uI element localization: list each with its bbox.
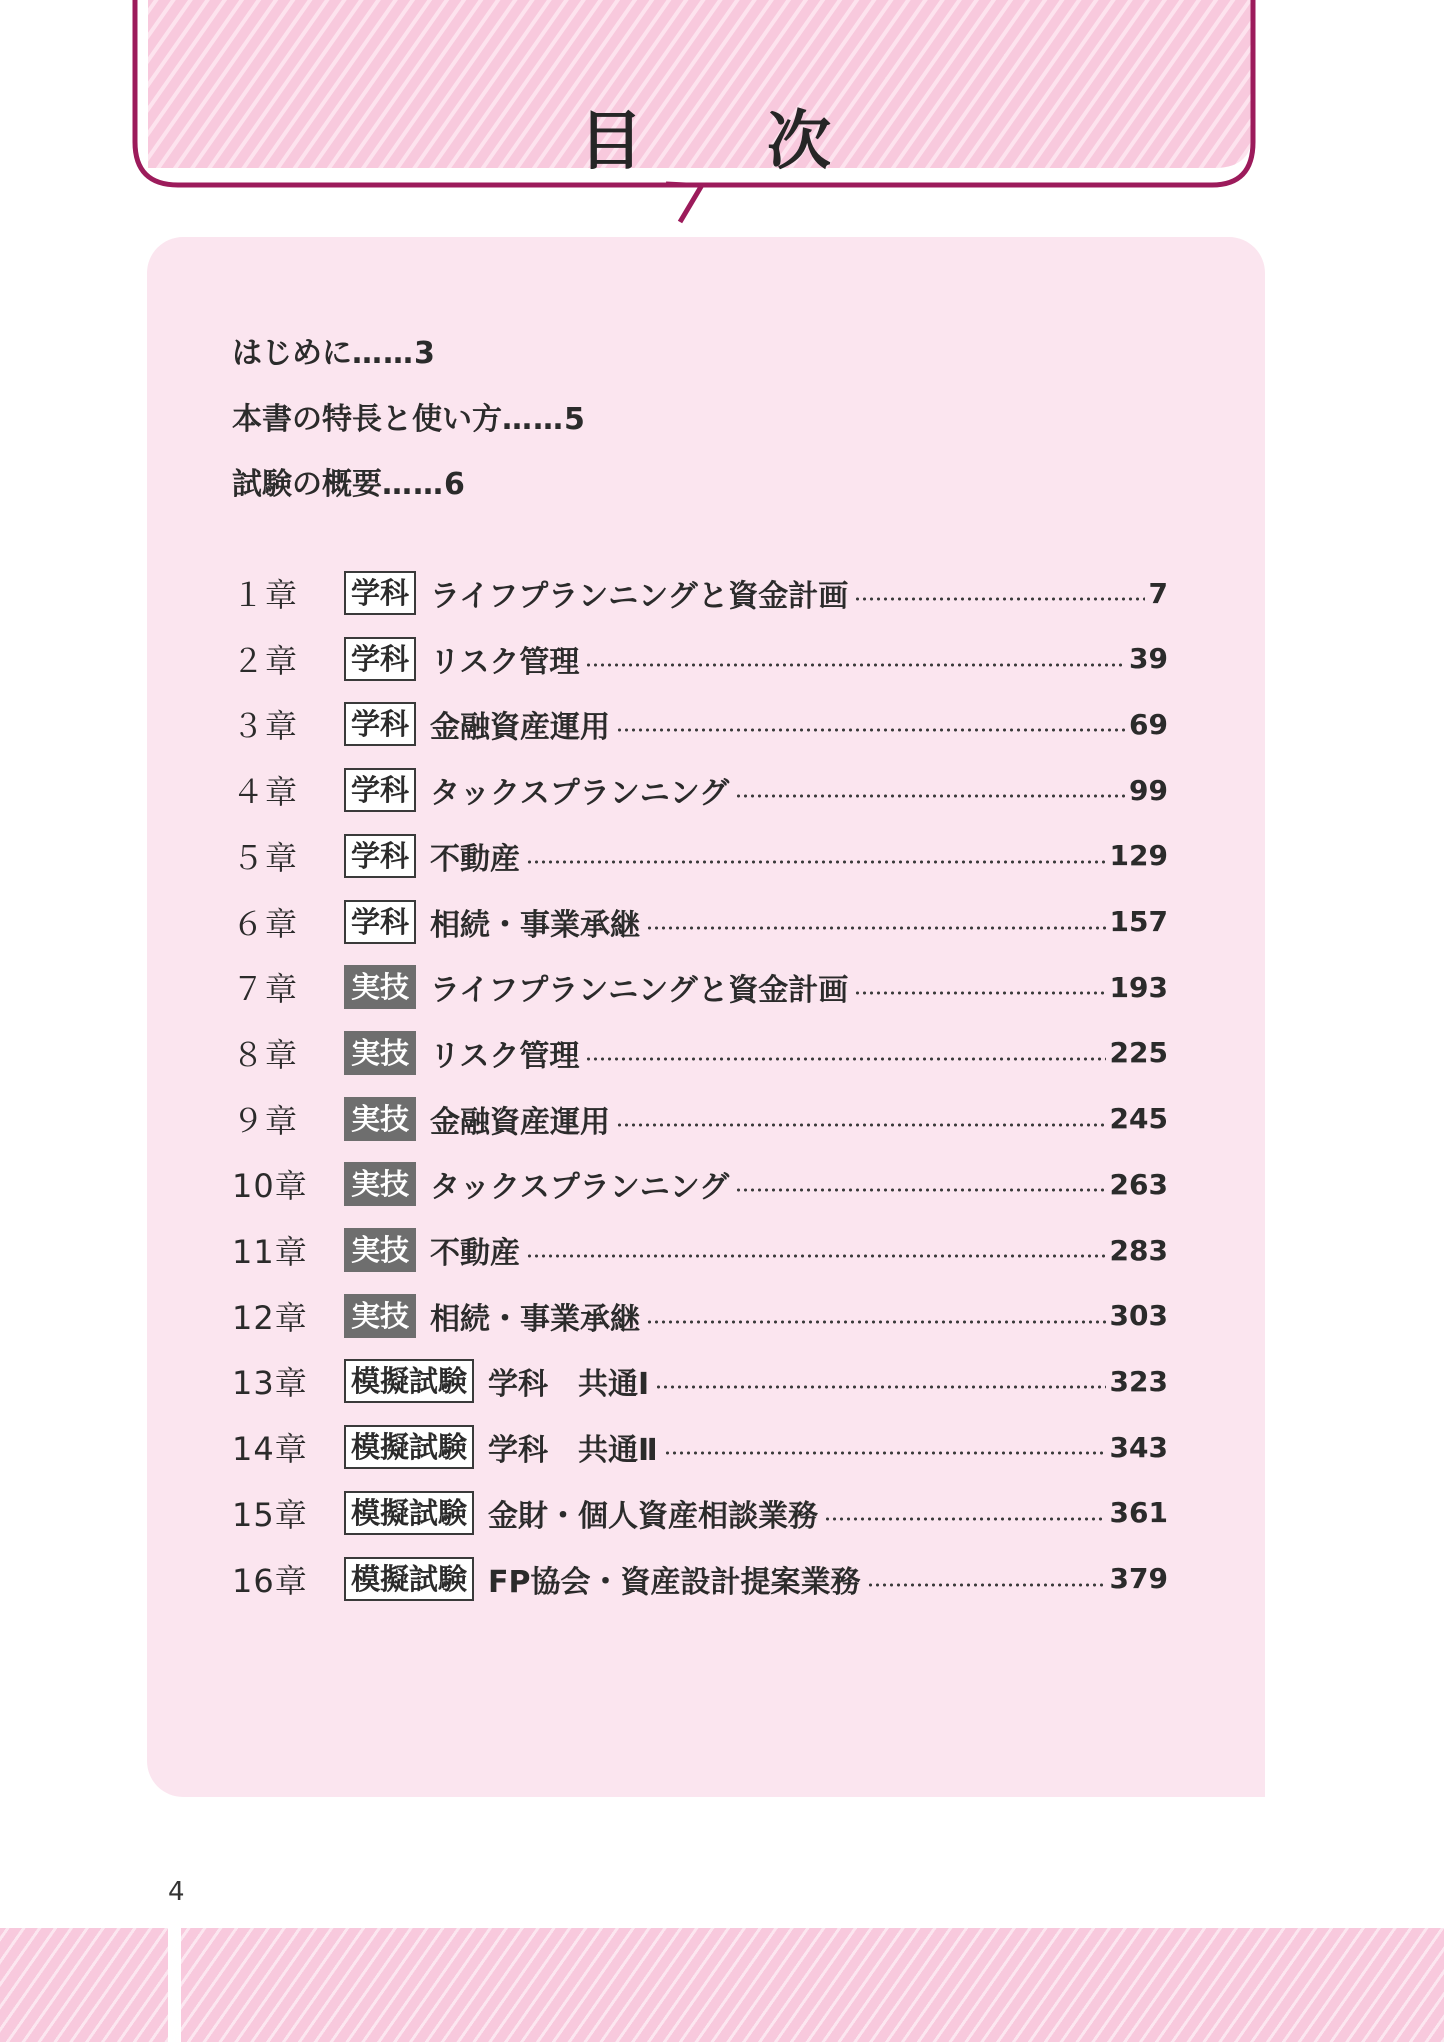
intro-item-label: 試験の概要 <box>232 467 382 502</box>
category-badge: 実技 <box>344 1294 416 1338</box>
chapter-title: FP協会・資産設計提案業務 <box>488 1564 861 1600</box>
category-badge: 実技 <box>344 1228 416 1272</box>
toc-row[interactable] <box>232 634 1168 684</box>
footer-band <box>0 1928 168 2042</box>
chapter-number: ８章 <box>232 1035 299 1074</box>
category-badge: 学科 <box>344 900 416 944</box>
page-ref: 343 <box>1109 1430 1168 1464</box>
dot-leader <box>585 1057 1105 1061</box>
category-badge: 模擬試験 <box>344 1491 474 1535</box>
title-banner <box>0 0 1444 240</box>
page-ref: 245 <box>1109 1102 1168 1136</box>
intro-item-page: 3 <box>414 336 435 371</box>
page-ref: 283 <box>1109 1233 1168 1267</box>
chapter-number: 11章 <box>232 1233 308 1271</box>
intro-item[interactable] <box>232 394 585 438</box>
dot-leader <box>616 728 1125 732</box>
intro-item[interactable] <box>232 459 465 503</box>
dot-leader <box>526 1254 1106 1258</box>
page-ref: 129 <box>1109 839 1168 873</box>
page-ref: 193 <box>1109 970 1168 1004</box>
dot-leader <box>646 926 1106 930</box>
footer-band <box>181 1928 1444 2042</box>
toc-row[interactable] <box>232 1094 1168 1144</box>
chapter-number: ３章 <box>232 707 299 746</box>
chapter-number: １章 <box>232 576 299 614</box>
toc-row[interactable] <box>232 568 1168 618</box>
chapter-title: 相続・事業承継 <box>430 907 641 943</box>
chapter-title: ライフプランニングと資金計画 <box>430 973 849 1009</box>
page-ref: 39 <box>1129 642 1168 676</box>
category-badge: 学科 <box>344 834 416 878</box>
chapter-number: ５章 <box>232 838 299 877</box>
category-badge: 実技 <box>344 965 416 1009</box>
chapter-number: 12章 <box>232 1298 308 1337</box>
chapter-title: 不動産 <box>430 1236 521 1271</box>
toc-row[interactable] <box>232 1422 1168 1472</box>
page-ref: 225 <box>1109 1036 1168 1070</box>
chapter-number: 15章 <box>232 1495 308 1534</box>
toc-row[interactable] <box>232 1225 1168 1275</box>
page-ref: 263 <box>1109 1167 1168 1201</box>
chapter-title: リスク管理 <box>430 644 580 680</box>
category-badge: 模擬試験 <box>344 1425 474 1469</box>
page-title: 目 次 <box>579 105 861 179</box>
toc-row[interactable] <box>232 765 1168 815</box>
intro-item-dots: …… <box>382 467 444 502</box>
chapter-title: 金融資産運用 <box>430 1104 611 1140</box>
page-ref: 379 <box>1109 1562 1168 1595</box>
toc-row[interactable] <box>232 1488 1168 1538</box>
dot-leader <box>655 1385 1105 1389</box>
intro-item-label: 本書の特長と使い方 <box>232 402 502 437</box>
chapter-number: 13章 <box>232 1364 308 1403</box>
page-ref: 7 <box>1148 576 1168 610</box>
toc-row[interactable] <box>232 831 1168 881</box>
toc-row[interactable] <box>232 699 1168 749</box>
page-ref: 361 <box>1109 1496 1168 1530</box>
dot-leader <box>824 1517 1106 1521</box>
toc-row[interactable] <box>232 1356 1168 1406</box>
toc-row[interactable] <box>232 1159 1168 1209</box>
toc-row[interactable] <box>232 1554 1168 1604</box>
dot-leader <box>664 1451 1106 1455</box>
chapter-title: 不動産 <box>430 841 521 877</box>
category-badge: 模擬試験 <box>344 1557 474 1601</box>
category-badge: 学科 <box>344 768 416 812</box>
page-ref: 303 <box>1109 1299 1168 1333</box>
dot-leader <box>867 1583 1106 1587</box>
intro-item-page: 5 <box>564 402 585 437</box>
toc-row[interactable] <box>232 1028 1168 1078</box>
chapter-number: 16章 <box>232 1561 308 1600</box>
intro-item-dots: …… <box>502 402 564 437</box>
chapter-title: 相続・事業承継 <box>430 1301 641 1337</box>
page-ref: 69 <box>1129 707 1168 741</box>
chapter-title: ライフプランニングと資金計画 <box>430 579 849 614</box>
intro-item-label: はじめに <box>232 336 352 371</box>
chapter-title: 金融資産運用 <box>430 710 611 746</box>
category-badge: 学科 <box>344 702 416 746</box>
chapter-number: ９章 <box>232 1101 299 1140</box>
page-ref: 157 <box>1109 905 1168 938</box>
chapter-title: 学科 共通Ⅰ <box>488 1367 650 1403</box>
intro-item-page: 6 <box>444 467 465 502</box>
page-number: 4 <box>168 1877 185 1907</box>
chapter-number: ２章 <box>232 641 299 680</box>
chapter-number: 14章 <box>232 1430 308 1469</box>
page-ref: 99 <box>1129 773 1168 807</box>
dot-leader <box>526 860 1106 864</box>
dot-leader <box>735 794 1125 798</box>
category-badge: 学科 <box>344 571 416 615</box>
category-badge: 実技 <box>344 1031 416 1075</box>
dot-leader <box>735 1188 1105 1192</box>
page-ref: 323 <box>1109 1364 1168 1398</box>
category-badge: 模擬試験 <box>344 1359 474 1403</box>
chapter-title: 金財・個人資産相談業務 <box>488 1498 819 1534</box>
toc-row[interactable] <box>232 897 1168 947</box>
chapter-title: 学科 共通Ⅱ <box>488 1433 658 1469</box>
intro-item-dots: …… <box>352 336 414 371</box>
toc-row[interactable] <box>232 1291 1168 1341</box>
chapter-title: リスク管理 <box>430 1038 580 1074</box>
chapter-number: ４章 <box>232 773 299 812</box>
dot-leader <box>616 1123 1106 1127</box>
category-badge: 実技 <box>344 1097 416 1141</box>
dot-leader <box>585 663 1125 667</box>
toc-row[interactable] <box>232 962 1168 1012</box>
dot-leader <box>646 1320 1106 1324</box>
chapter-number: 10章 <box>232 1167 308 1206</box>
dot-leader <box>854 597 1144 601</box>
category-badge: 学科 <box>344 637 416 681</box>
chapter-title: タックスプランニング <box>430 776 730 812</box>
chapter-number: ６章 <box>232 904 299 943</box>
chapter-number: ７章 <box>232 970 299 1009</box>
intro-item[interactable] <box>232 328 435 372</box>
dot-leader <box>854 991 1105 995</box>
category-badge: 実技 <box>344 1162 416 1206</box>
chapter-title: タックスプランニング <box>430 1170 730 1206</box>
